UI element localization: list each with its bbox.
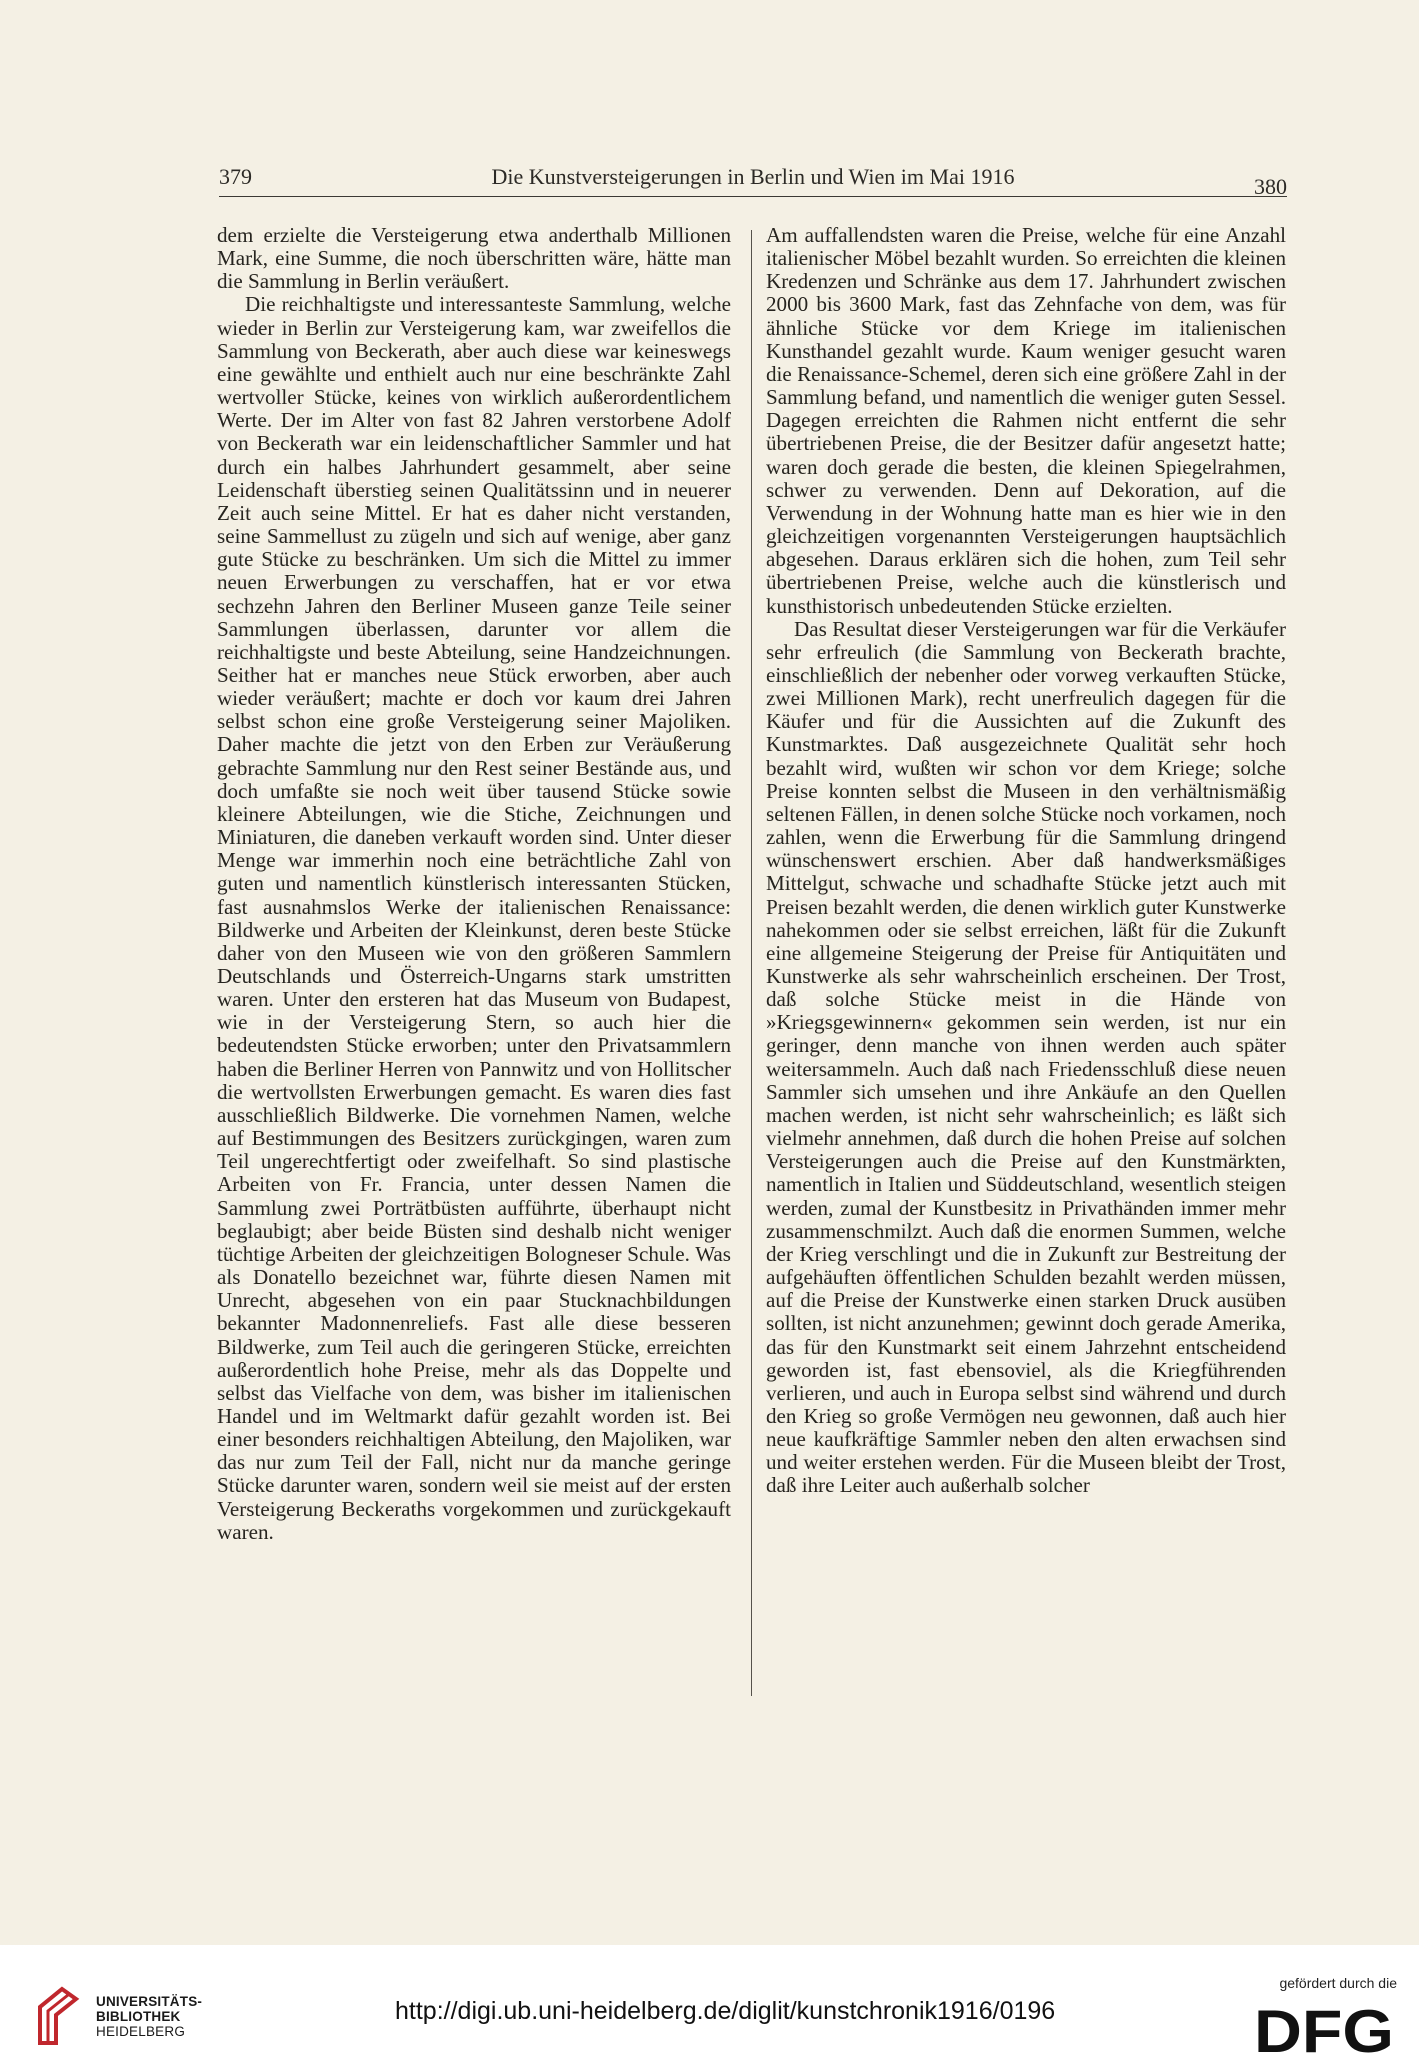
page-number-right: 380 (1254, 174, 1287, 199)
column-divider (751, 230, 752, 1696)
left-text-column (217, 224, 731, 1704)
digitization-footer (0, 1945, 1419, 2072)
running-title: Die Kunstversteigerungen in Berlin und Wien im Mai 1916 (491, 164, 1015, 189)
page-number-left: 379 (219, 164, 252, 189)
paragraph: Am auffallendsten waren die Preise, welche für eine Anzahl italienischer Möbel bezahlt wurden. So erreichten die kleinen Kredenzen und Schränke aus dem 17. Jahrhundert zwischen 2000 bis 3600 Mark, fast das Zehnfache von dem, was für ähnliche Stücke vor dem Kriege im italienischen Kunsthandel gezahlt wurde. Kaum weniger gesucht waren die Renaissance-Schemel, deren sich eine größere Zahl in der Sammlung befand, und namentlich die weniger guten Sessel. Dagegen erreichten die Rahmen nicht entfernt die sehr übertriebenen Preise, die der Besitzer dafür angesetzt hatte; waren doch gerade die besten, die kleinen Spiegelrahmen, schwer zu verwenden. Denn auf Dekoration, auf die Verwendung in der Wohnung hatte man es hier wie in den gleichzeitigen vorgenannten Versteigerungen hauptsächlich abgesehen. Daraus erklären sich die hohen, zum Teil sehr übertriebenen Preise, welche auch die künstlerisch und kunsthistorisch unbedeutenden Stücke erzielten. (766, 224, 1286, 618)
ub-heidelberg-logo-icon (32, 1985, 82, 2047)
dfg-logo-icon[interactable] (1252, 2000, 1397, 2058)
svg-text:DFG: DFG (1254, 2000, 1394, 2058)
right-text-column (766, 224, 1286, 1704)
paragraph: Die reichhaltigste und interessanteste Sammlung, welche wieder in Berlin zur Versteigerung kam, war zweifellos die Sammlung von Beckerath, aber auch diese war keineswegs eine gewählte und enthielt auch nur eine beschränkte Zahl wertvoller Stücke, keines von wirklich außerordentlichem Werte. Der im Alter von fast 82 Jahren verstorbene Adolf von Beckerath war ein leidenschaftlicher Sammler und hat durch ein halbes Jahrhundert gesammelt, aber seine Leidenschaft überstieg seinen Qualitätssinn und in neuerer Zeit auch seine Mittel. Er hat es daher nicht verstanden, seine Sammellust zu zügeln und sich auf wenige, aber ganz gute Stücke zu beschränken. Um sich die Mittel zu immer neuen Erwerbungen zu verschaffen, hat er vor etwa sechzehn Jahren den Berliner Museen ganze Teile seiner Sammlungen überlassen, darunter vor allem die reichhaltigste und beste Abteilung, seine Handzeichnungen. Seither hat er manches neue Stück erworben, aber auch wieder veräußert; machte er doch vor kaum drei Jahren selbst schon eine große Versteigerung seiner Majoliken. Daher machte die jetzt von den Erben zur Veräußerung gebrachte Sammlung nur den Rest seiner Bestände aus, und doch umfaßte sie noch weit über tausend Stücke sowie kleinere Abteilungen, wie die Stiche, Zeichnungen und Miniaturen, die daneben verkauft worden sind. Unter dieser Menge war immerhin noch eine beträchtliche Zahl von guten und namentlich künstlerisch interessanten Stücken, fast ausnahmslos Werke der italienischen Renaissance: Bildwerke und Arbeiten der Kleinkunst, deren beste Stücke daher von den Museen wie von den größeren Sammlern Deutschlands und Österreich-Ungarns stark umstritten waren. Unter den ersteren hat das Museum von Budapest, wie in der Versteigerung Stern, so auch hier die bedeutendsten Stücke erworben; unter den Privatsammlern haben die Berliner Herren von Pannwitz und von Hollitscher die wertvollsten Erwerbungen gemacht. Es waren dies fast ausschließlich Bildwerke. Die vornehmen Namen, welche auf Bestimmungen des Besitzers zurückgingen, waren zum Teil ungerechtfertigt oder zweifelhaft. So sind plastische Arbeiten von Fr. Francia, unter dessen Namen die Sammlung zwei Porträtbüsten aufführte, überhaupt nicht beglaubigt; aber beide Büsten sind deshalb nicht weniger tüchtige Arbeiten der gleichzeitigen Bologneser Schule. Was als Donatello bezeichnet war, führte diesen Namen mit Unrecht, abgesehen von ein paar Stucknachbildungen bekannter Madonnenreliefs. Fast alle diese besseren Bildwerke, zum Teil auch die geringeren Stücke, erreichten außerordentlich hohe Preise, mehr als das Doppelte und selbst das Vielfache von dem, was bisher im italienischen Handel und im Weltmarkt dafür gezahlt worden ist. Bei einer besonders reichhaltigen Abteilung, den Majoliken, war das nur zum Teil der Fall, nicht nur da manche geringe Stücke darunter waren, sondern weil sie meist auf der ersten Versteigerung Beckeraths vorgekommen und zurückgekauft waren. (217, 292, 731, 1544)
library-logo[interactable] (32, 1985, 212, 2055)
running-header (219, 160, 1287, 200)
header-rule (219, 196, 1287, 197)
paragraph: Das Resultat dieser Versteigerungen war für die Verkäufer sehr erfreulich (die Sammlung von Beckerath brachte, einschließlich der nebenher oder vorweg verkauften Stücke, zwei Millionen Mark), recht unerfreulich dagegen für die Käufer und für die Aussichten auf die Zukunft des Kunstmarktes. Daß ausgezeichnete Qualität sehr hoch bezahlt wird, wußten wir schon vor dem Kriege; solche Preise konnten selbst die Museen in den verhältnismäßig seltenen Fällen, in denen solche Stücke noch vorkamen, noch zahlen, wenn die Erwerbung für die Sammlung dringend wünschenswert erschien. Aber daß handwerksmäßiges Mittelgut, schwache und schadhafte Stücke jetzt auch mit Preisen bezahlt werden, die denen wirklich guter Kunstwerke nahekommen oder sie selbst erreichen, läßt für die Zukunft eine allgemeine Steigerung der Preise für Antiquitäten und Kunstwerke als sehr wahrscheinlich erscheinen. Der Trost, daß solche Stücke meist in die Hände von »Kriegsgewinnern« gekommen sein werden, ist nur ein geringer, denn manche von ihnen werden auch später weitersammeln. Auch daß nach Friedensschluß diese neuen Sammler sich umsehen und ihre Ankäufe an den Quellen machen werden, ist nicht sehr wahrscheinlich; es läßt sich vielmehr annehmen, daß durch die hohen Preise auf solchen Versteigerungen auch die Preise auf den Kunstmärkten, namentlich in Italien und Süddeutschland, wesentlich steigen werden, zumal der Kunstbesitz in Privathänden immer mehr zusammenschmilzt. Auch daß die enormen Summen, welche der Krieg verschlingt und die in Zukunft zur Bestreitung der aufgehäuften öffentlichen Schulden bezahlt werden müssen, auf die Preise der Kunstwerke einen starken Druck ausüben sollten, ist nicht anzunehmen; gewinnt doch gerade Amerika, das für den Kunstmarkt seit einem Jahrzehnt entscheidend geworden ist, fast ebensoviel, als die Kriegführenden verlieren, und auch in Europa selbst sind während und durch den Krieg so große Vermögen neu gewonnen, daß auch hier neue kaufkräftige Sammler neben den alten erwachsen sind und weiter erstehen werden. Für die Museen bleibt der Trost, daß ihre Leiter auch außerhalb solcher (766, 616, 1286, 1498)
funder-note: gefördert durch die (1279, 1975, 1397, 1991)
paragraph: dem erzielte die Versteigerung etwa anderthalb Millionen Mark, eine Summe, die noch überschritten wäre, hätte man die Sammlung in Berlin veräußert. (217, 224, 731, 294)
source-url-link[interactable]: http://digi.ub.uni-heidelberg.de/diglit/kunstchronik1916/0196 (395, 1997, 1056, 2025)
library-name: UNIVERSITÄTS- BIBLIOTHEK HEIDELBERG (96, 1994, 203, 2039)
